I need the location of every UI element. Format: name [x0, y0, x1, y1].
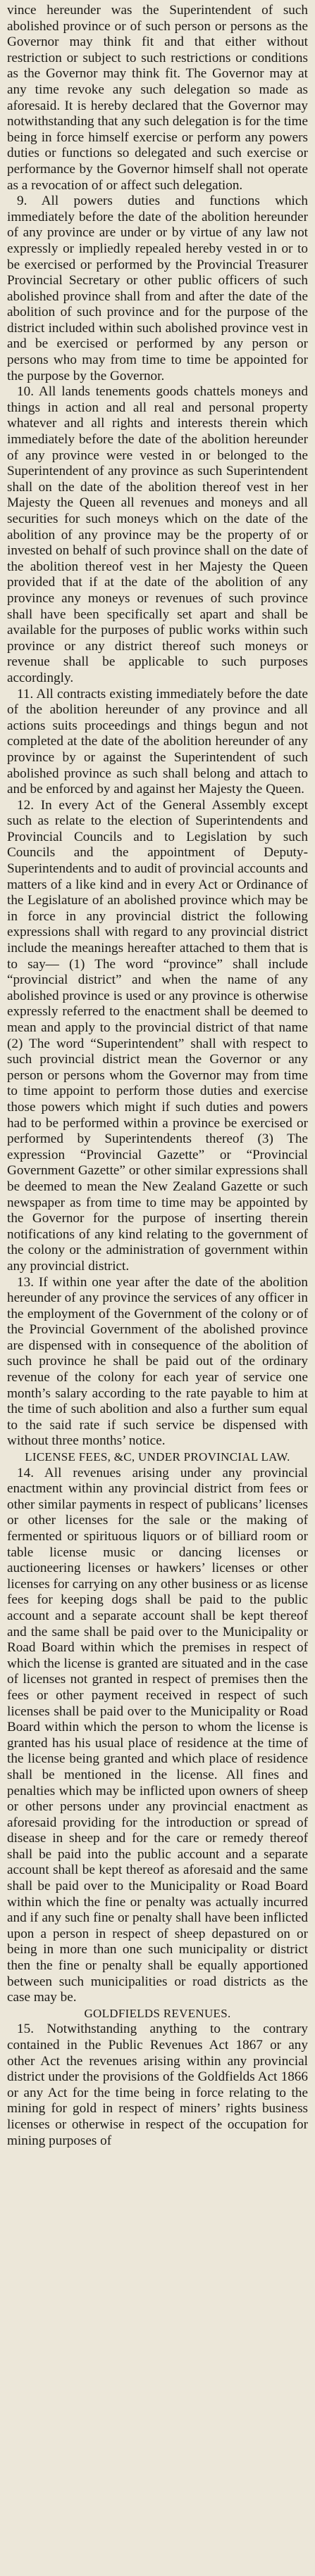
- paragraph-section-8-continued: vince hereunder was the Superintendent of such abolished province or of such person or persons as the Governor may think fit and that either without restriction or subject to such restrictions or conditions as the Governor may think fit. The Governor may at any time revoke any such delegation so made as aforesaid. It is hereby declared that the Governor may notwithstanding that any such delegation is for the time being in force himself exercise or perform any powers duties or functions so delegated and such exercise or performance by the Governor himself shall not operate as a revocation of or affect such delegation.: [7, 3, 308, 193]
- section-heading-license-fees: LICENSE FEES, &C, UNDER PROVINCIAL LAW.: [25, 1450, 290, 1464]
- section-heading-goldfields-revenues: GOLDFIELDS REVENUES.: [84, 2006, 231, 2020]
- paragraph-section-12: 12. In every Act of the General Assembly except such as relate to the election of Superintendents and Provincial Councils and to Legislation by such Councils and the appointment of Deputy-Superintendents and to audit of provincial accounts and matters of a like kind and in every Act or Ordinance of the Legislature of an abolished province which may be in force in any provincial district the following expressions shall with regard to any provincial district include the meanings hereafter attached to them that is to say— (1) The word “province” shall include “provincial district” and when the name of any abolished province is used or any province is otherwise expressly referred to the enactment shall be deemed to mean and apply to the provincial district of that name (2) The word “Superintendent” shall with respect to such provincial district mean the Governor or any person or persons whom the Governor may from time to time appoint to perform those duties and exercise those powers which might if such duties and powers had to be performed within a province be exercised or performed by Superintendents thereof (3) The expression “Provincial Gazette” or “Provincial Government Gazette” or other similar expressions shall be deemed to mean the New Zealand Gazette or such newspaper as from time to time may be appointed by the Governor for the purpose of inserting therein notifications of any kind relating to the government of the colony or the administration of government within any provincial district.: [7, 797, 308, 1274]
- paragraph-section-10: 10. All lands tenements goods chattels moneys and things in action and all real and personal property whatever and all rights and interests therein which immediately before the date of the abolition hereunder of any province were vested in or belonged to the Superintendent of any province as such Superintendent shall on the date of the abolition thereof vest in her Majesty the Queen all revenues and moneys and all securities for such moneys which on the date of the abolition of any province may be the property of or invested on behalf of such province shall on the date of the abolition thereof vest in her Majesty the Queen provided that if at the date of the abolition of any province any moneys or revenues of such province shall have been specifically set apart and shall be available for the purposes of public works within such province or any district thereof such moneys or revenue shall be applicable to such purposes accordingly.: [7, 384, 308, 685]
- paragraph-section-13: 13. If within one year after the date of the abolition hereunder of any province the services of any officer in the employment of the Government of the colony or of the Provincial Government of the abolished province are dispensed with in consequence of the abolition of such province he shall be paid out of the ordinary revenue of the colony for each year of service one month’s salary according to the rate payable to him at the time of such abolition and also a further sum equal to the said rate if such service be dispensed with without three months’ notice.: [7, 1274, 308, 1449]
- paragraph-section-15: 15. Notwithstanding anything to the contrary contained in the Public Revenues Act 1867 or any other Act the revenues arising within any provincial district under the provisions of the Goldfields Act 1866 or any Act for the time being in force relating to the mining for gold in respect of miners’ rights business licenses or otherwise in respect of the occupation for mining purposes of: [7, 2022, 308, 2148]
- paragraph-section-11: 11. All contracts existing immediately before the date of the abolition hereunder of any province and all actions suits proceedings and things begun and not completed at the date of the abolition hereunder of any province by or against the Superintendent of such abolished province as such shall belong and attach to and be enforced by and against her Majesty the Queen.: [7, 686, 308, 797]
- paragraph-section-9: 9. All powers duties and functions which immediately before the date of the abolition hereunder of any province are under or by virtue of any law not expressly or impliedly repealed hereby vested in or to be exercised or performed by the Provincial Treasurer Provincial Secretary or other public officers of such abolished province shall from and after the date of the abolition of such province and for the purpose of the district included within such abolished province vest in and be exercised or performed by any person or persons who may from time to time be appointed for the purpose by the Governor.: [7, 193, 308, 383]
- paragraph-section-14: 14. All revenues arising under any provincial enactment within any provincial district from fees or other similar payments in respect of publicans’ licenses or other licenses for the sale or the making of fermented or spirituous liquors or of billiard room or table license music or dancing licenses or auctioneering licenses or hawkers’ licenses or other licenses for carrying on any other business or as license fees for keeping dogs shall be paid to the public account and a separate account shall be kept thereof and the same shall be paid over to the Municipality or Road Board within which the premises in respect of which the license is granted are situated and in the case of licenses not granted in respect of premises then the fees or other payment received in respect of such licenses shall be paid over to the Municipality or Road Board within which the person to whom the license is granted has his usual place of residence at the time of the license being granted and which place of residence shall be mentioned in the license. All fines and penalties which may be inflicted upon owners of sheep or other persons under any provincial enactment as aforesaid providing for the introduction or spread of disease in sheep and for the care or remedy thereof shall be paid into the public account and a separate account shall be kept thereof as aforesaid and the same shall be paid over to the Municipality or Road Board within which the fine or penalty was actually incurred and if any such fine or penalty shall have been inflicted upon a person in respect of sheep depastured on or being in more than one such municipality or district then the fine or penalty shall be equally apportioned between such municipalities or road districts as the case may be.: [7, 1465, 308, 2005]
